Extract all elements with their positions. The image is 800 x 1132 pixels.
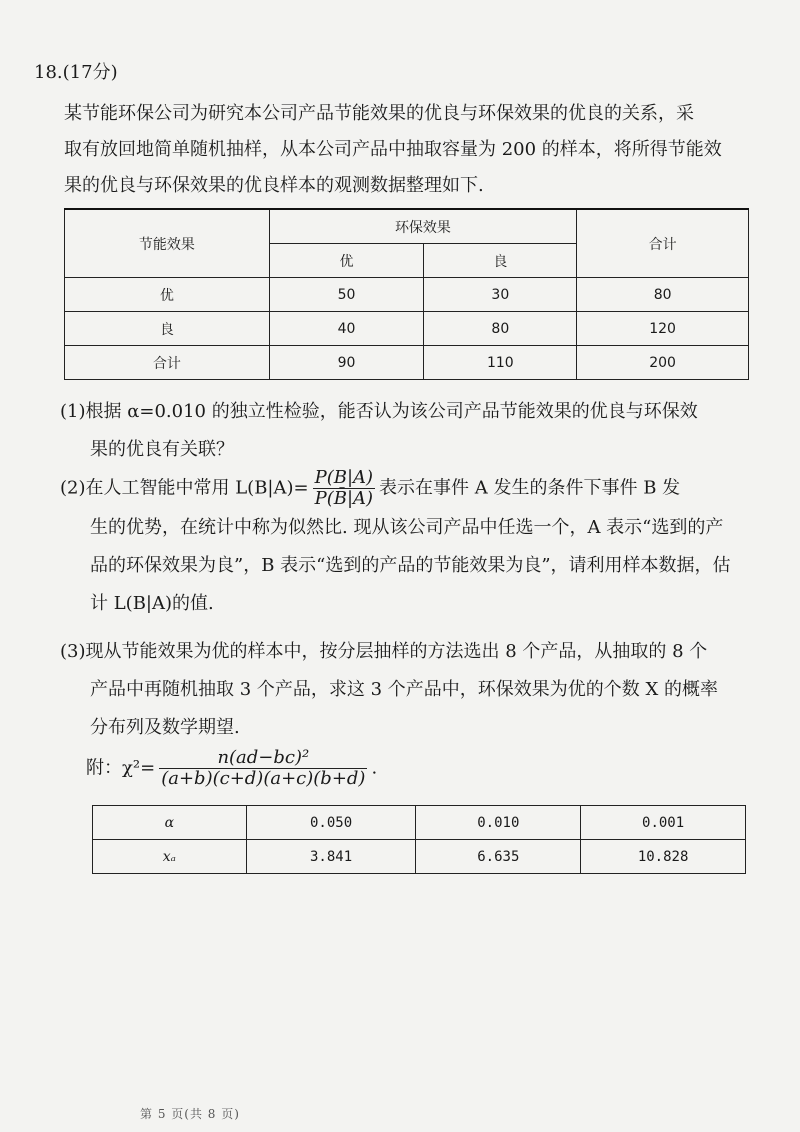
sub2-line-4: 计 L(B|A)的值. (90, 593, 214, 614)
x-alpha-value: 6.635 (416, 840, 581, 874)
cell-value: 120 (577, 312, 749, 346)
fraction-numerator: P(B|A) (314, 467, 374, 488)
intro-line-1: 某节能环保公司为研究本公司产品节能效果的优良与环保效果的优良的关系，采 (64, 103, 694, 124)
cell-value: 40 (269, 312, 424, 346)
header-you: 优 (269, 244, 424, 278)
cell-value: 90 (269, 346, 424, 380)
x-alpha-label: xₐ (93, 840, 247, 874)
sub2-prefix: (2)在人工智能中常用 L(B|A)= (60, 477, 309, 499)
table-row (93, 806, 746, 840)
sub3-line-3: 分布列及数学期望. (90, 717, 240, 738)
cell-value: 50 (269, 278, 424, 312)
alpha-value: 0.001 (581, 806, 746, 840)
sub2-line-2: 生的优势，在统计中称为似然比. 现从该公司产品中任选一个，A 表示“选到的产 (90, 517, 724, 538)
table-row (65, 312, 749, 346)
table-row (65, 278, 749, 312)
cell-value: 80 (424, 312, 577, 346)
sub3-line-1: (3)现从节能效果为优的样本中，按分层抽样的方法选出 8 个产品，从抽取的 8 个 (60, 641, 708, 662)
table-row (93, 840, 746, 874)
sub1-line-1: (1)根据 α=0.010 的独立性检验，能否认为该公司产品节能效果的优良与环保效 (60, 401, 698, 422)
question-points: (17分) (62, 62, 118, 83)
formula-prefix: 附：χ²= (86, 757, 156, 779)
header-env-effect: 环保效果 (269, 209, 577, 244)
alpha-value: 0.050 (246, 806, 416, 840)
cell-value: 200 (577, 346, 749, 380)
question-intro (64, 96, 754, 204)
sub2-suffix: 表示在事件 A 发生的条件下事件 B 发 (379, 477, 681, 499)
header-energy-effect: 节能效果 (65, 209, 270, 278)
header-total: 合计 (577, 209, 749, 278)
sub3-line-2: 产品中再随机抽取 3 个产品，求这 3 个产品中，环保效果为优的个数 X 的概率 (90, 679, 719, 700)
row-label: 良 (65, 312, 270, 346)
sub2-line-3: 品的环保效果为良”，B 表示“选到的产品的节能效果为良”，请利用样本数据，估 (90, 555, 731, 576)
formula-denominator: (a+b)(c+d)(a+c)(b+d) (161, 768, 366, 789)
critical-value-table (92, 805, 746, 874)
chi-square-fraction (159, 748, 367, 789)
header-liang: 良 (424, 244, 577, 278)
cell-value: 110 (424, 346, 577, 380)
row-label: 合计 (65, 346, 270, 380)
x-alpha-value: 10.828 (581, 840, 746, 874)
sub-question-1 (60, 393, 760, 469)
intro-line-3: 果的优良与环保效果的优良样本的观测数据整理如下. (64, 175, 484, 196)
alpha-label: α (93, 806, 247, 840)
question-header (34, 58, 118, 84)
sub-question-2 (60, 468, 760, 623)
fraction-denominator: P(B̄|A) (314, 488, 374, 509)
sub1-line-2: 果的优良有关联？ (90, 439, 234, 460)
x-alpha-value: 3.841 (246, 840, 416, 874)
cell-value: 30 (424, 278, 577, 312)
sub-question-3 (60, 633, 760, 747)
intro-line-2: 取有放回地简单随机抽样，从本公司产品中抽取容量为 200 的样本，将所得节能效 (64, 139, 722, 160)
question-number: 18. (34, 62, 63, 83)
observation-table (64, 208, 749, 380)
formula-numerator: n(ad−bc)² (159, 748, 367, 769)
formula-suffix: . (371, 757, 378, 779)
alpha-value: 0.010 (416, 806, 581, 840)
likelihood-ratio-fraction (313, 468, 375, 509)
chi-square-formula (86, 748, 377, 789)
table-row (65, 346, 749, 380)
cell-value: 80 (577, 278, 749, 312)
row-label: 优 (65, 278, 270, 312)
page-footer: 第 5 页(共 8 页) (140, 1107, 240, 1121)
